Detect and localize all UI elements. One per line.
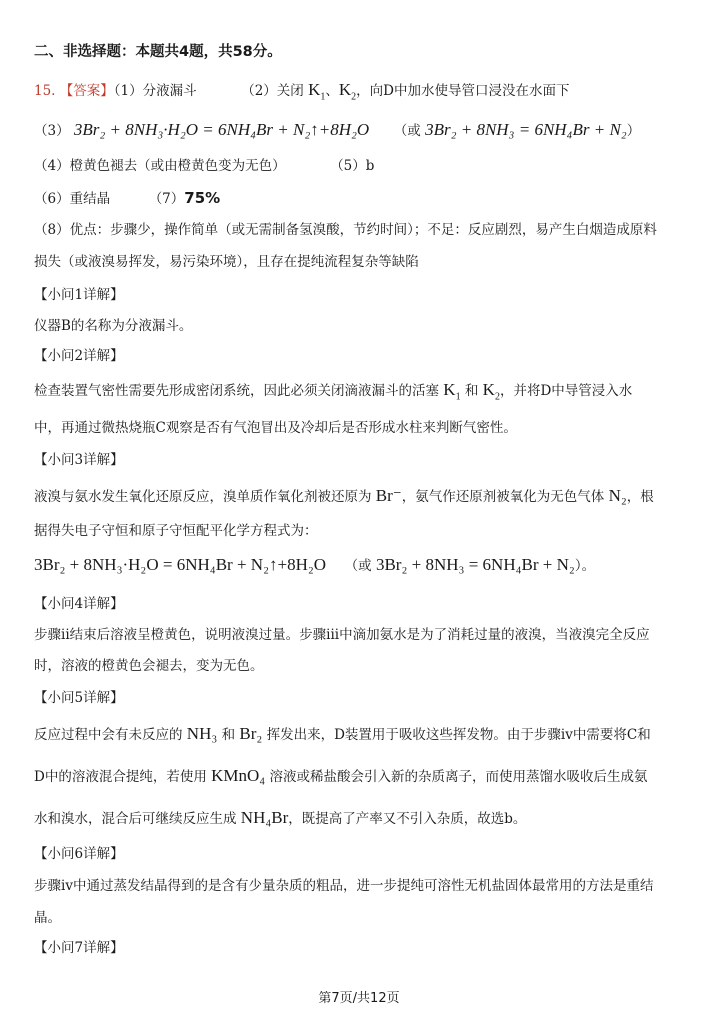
sub1-title: 【小问1详解】 (34, 287, 124, 303)
sub5-line-2-pre: D中的溶液混合提纯，若使用 (34, 769, 207, 785)
sub5-line-2 (34, 766, 648, 786)
sub5-line-1 (34, 724, 651, 744)
sub6-line-2: 晶。 (34, 910, 61, 926)
sub3-title: 【小问3详解】 (34, 452, 124, 468)
ammonia-formula: NH₃ (186, 724, 218, 743)
sub6-line-1: 步骤iv中通过蒸发结晶得到的是含有少量杂质的粗品，进一步提纯可溶性无机盐固体最常用的方法是重结 (34, 878, 654, 894)
sub3-line-1-post: ，根 (626, 489, 654, 505)
answer-8-line-2: 损失（或液溴易挥发，易污染环境），且存在提纯流程复杂等缺陷 (34, 254, 419, 270)
answer-7-value: 75% (184, 189, 221, 207)
bromine-formula: Br₂ (239, 724, 263, 743)
sub3-equation-line (34, 555, 595, 575)
sub3-line-1 (34, 486, 654, 506)
page-footer: 第7页/共12页 (318, 991, 400, 1006)
equation-2-alt: 3Br₂ + 8NH₃ = 6NH₄Br + N₂ (375, 555, 575, 574)
answer-6: （6）重结晶 (34, 191, 111, 207)
answer-3-alt-pre: （或 (393, 123, 421, 139)
bromide-ion: Br⁻ (375, 486, 402, 505)
sub5-line-3-pre: 水和溴水，混合后可继续反应生成 (34, 811, 237, 827)
section-heading: 二、非选择题：本题共4题，共58分。 (34, 44, 282, 60)
equation-2-alt-pre: （或 (344, 558, 372, 574)
sub3-line-1-mid: ，氨气作还原剂被氧化为无色气体 (401, 489, 605, 505)
k2-symbol: $K_2$ (482, 380, 500, 403)
sub1-text: 仪器B的名称为分液漏斗。 (34, 318, 193, 334)
conjunction: 和 (221, 727, 236, 743)
equation-1-alt: 3Br₂ + 8NH₃ = 6NH₄Br + N₂ (425, 120, 627, 139)
sub2-line-1-post: ，并将D中导管浸入水 (499, 383, 633, 399)
sub5-line-1-pre: 反应过程中会有未反应的 (34, 727, 183, 743)
answer-tag: 【答案】 (59, 83, 114, 99)
answer-7-pre: （7） (148, 191, 185, 207)
sub5-line-1-post: 挥发出来，D装置用于吸收这些挥发物。由于步骤iv中需要将C和 (266, 727, 651, 743)
sub2-line-2: 中，再通过微热烧瓶C观察是否有气泡冒出及冷却后是否形成水柱来判断气密性。 (34, 420, 517, 436)
k1-symbol: $K_1$ (443, 380, 461, 403)
sub2-line-1 (34, 380, 632, 403)
q15-line-1 (34, 80, 570, 103)
q15-line-4 (34, 158, 374, 174)
question-number: 15. (34, 83, 56, 99)
sub2-title: 【小问2详解】 (34, 348, 124, 364)
sub5-line-2-post: 溶液或稀盐酸会引入新的杂质离子，而使用蒸馏水吸收后生成氨 (269, 769, 648, 785)
answer-4: （4）橙黄色褪去（或由橙黄色变为无色） (34, 158, 286, 174)
separator: 、 (325, 83, 339, 99)
equation-1: 3Br₂ + 8NH₃·H₂O = 6NH₄Br + N₂↑+8H₂O (73, 120, 370, 139)
equation-2: 3Br₂ + 8NH₃·H₂O = 6NH₄Br + N₂↑+8H₂O (34, 555, 327, 574)
sub4-line-1: 步骤ii结束后溶液呈橙黄色，说明液溴过量。步骤iii中滴加氨水是为了消耗过量的液溴，当液溴完全反应 (34, 627, 650, 643)
q15-line-6 (34, 189, 220, 207)
nitrogen-formula: N₂ (608, 486, 627, 505)
sub4-line-2: 时，溶液的橙黄色会褪去，变为无色。 (34, 658, 264, 674)
equation-2-alt-post: ）。 (574, 558, 596, 574)
sub7-title: 【小问7详解】 (34, 940, 124, 956)
ammonium-bromide-formula: NH₄Br (240, 808, 289, 827)
sub3-line-2: 据得失电子守恒和原子守恒配平化学方程式为： (34, 523, 318, 539)
answer-3-pre: （3） (34, 123, 70, 139)
sub4-title: 【小问4详解】 (34, 596, 124, 612)
answer-8-line-1: （8）优点：步骤少，操作简单（或无需制备氢溴酸，节约时间）；不足：反应剧烈，易产生白烟造成原料 (34, 222, 657, 238)
permanganate-formula: KMnO₄ (211, 766, 266, 785)
conjunction: 和 (464, 383, 479, 399)
answer-5: （5）b (330, 158, 375, 174)
sub5-title: 【小问5详解】 (34, 690, 124, 706)
sub5-line-3 (34, 808, 526, 828)
answer-3-alt-post: ） (626, 123, 641, 139)
sub6-title: 【小问6详解】 (34, 846, 124, 862)
q15-line-3 (34, 120, 640, 140)
sub5-line-3-post: ，既提高了产率又不引入杂质，故选b。 (288, 811, 527, 827)
sub3-line-1-pre: 液溴与氨水发生氧化还原反应，溴单质作氧化剂被还原为 (34, 489, 372, 505)
answer-1: （1）分液漏斗 (113, 83, 197, 99)
answer-2-pre: （2）关闭 (241, 83, 304, 99)
sub2-line-1-pre: 检查装置气密性需要先形成密闭系统，因此必须关闭滴液漏斗的活塞 (34, 383, 439, 399)
answer-2-post: ，向D中加水使导管口浸没在水面下 (356, 83, 570, 99)
k1-symbol: $K_1$ (308, 80, 326, 103)
k2-symbol: $K_2$ (338, 80, 357, 103)
